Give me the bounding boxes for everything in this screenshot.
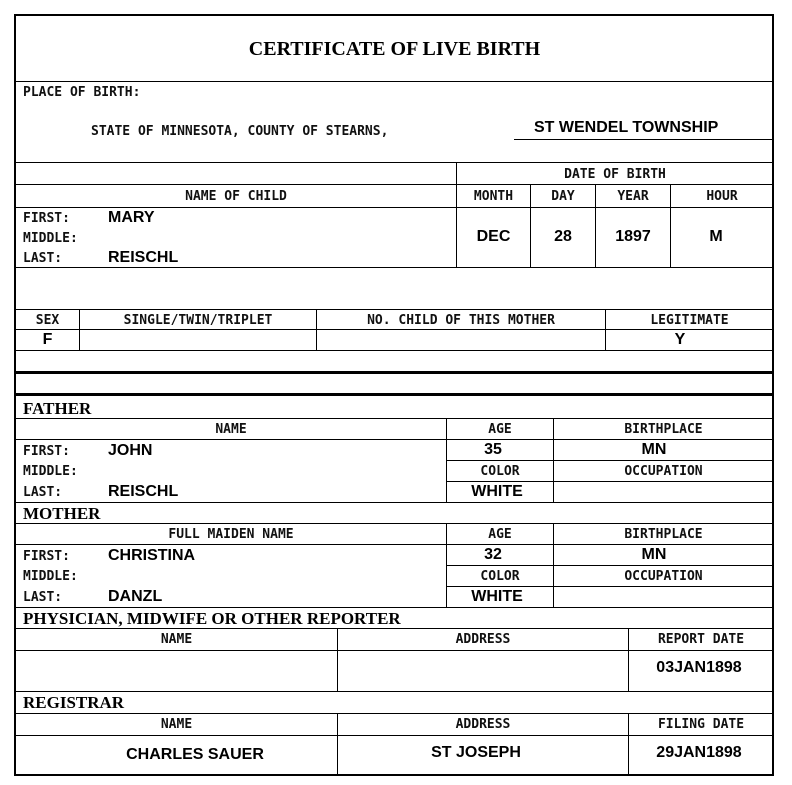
rule (16, 81, 773, 82)
father-age-value: 35 (484, 441, 502, 458)
rule (16, 207, 773, 208)
mother-first-value: CHRISTINA (108, 547, 196, 564)
rule (16, 544, 773, 545)
mother-age-value: 32 (484, 546, 502, 563)
mother-last-value: DANZL (108, 588, 163, 605)
registrar-section-title: REGISTRAR (23, 693, 125, 712)
rule (16, 162, 773, 163)
rule (446, 565, 773, 566)
child-last-value: REISCHL (108, 249, 179, 266)
birth-year-value: 1897 (615, 228, 651, 245)
rule (16, 350, 773, 351)
rule (16, 267, 773, 268)
registrar-address-label: ADDRESS (455, 717, 511, 732)
rule (16, 650, 773, 651)
rule (16, 502, 773, 503)
mother-last-label: LAST: (23, 590, 63, 605)
child-first-label: FIRST: (23, 211, 70, 226)
registrar-address-value: ST JOSEPH (431, 744, 521, 761)
rule (16, 523, 773, 524)
father-age-label: AGE (488, 422, 512, 437)
registrar-name-value: CHARLES SAUER (126, 746, 264, 763)
report-date-label: REPORT DATE (657, 632, 745, 647)
father-first-value: JOHN (108, 442, 153, 459)
rule (16, 735, 773, 736)
birth-day-value: 28 (554, 228, 572, 245)
year-label: YEAR (617, 189, 649, 204)
registrar-name-label: NAME (160, 717, 193, 732)
certificate-title: CERTIFICATE OF LIVE BIRTH (248, 38, 541, 60)
father-birthplace-value: MN (641, 441, 667, 458)
mother-name-header: FULL MAIDEN NAME (168, 527, 294, 542)
legitimate-label: LEGITIMATE (650, 313, 729, 328)
plurality-label: SINGLE/TWIN/TRIPLET (123, 313, 273, 328)
birth-month-value: DEC (476, 228, 511, 245)
rule (446, 481, 773, 482)
legitimate-value: Y (674, 331, 686, 348)
hour-label: HOUR (706, 189, 738, 204)
father-color-label: COLOR (480, 464, 520, 479)
mother-section-title: MOTHER (23, 504, 101, 523)
heavy-rule (16, 371, 773, 374)
father-first-label: FIRST: (23, 444, 70, 459)
name-of-child-header: NAME OF CHILD (185, 189, 287, 204)
father-color-value: WHITE (471, 483, 523, 500)
father-middle-label: MIDDLE: (23, 464, 78, 479)
rule (446, 586, 773, 587)
father-occupation-label: OCCUPATION (624, 464, 703, 479)
mother-first-label: FIRST: (23, 549, 70, 564)
father-section-title: FATHER (23, 399, 92, 418)
rule (16, 628, 773, 629)
rule (16, 607, 773, 608)
rule (446, 460, 773, 461)
mother-middle-label: MIDDLE: (23, 569, 78, 584)
father-name-header: NAME (215, 422, 247, 437)
mother-color-label: COLOR (480, 569, 520, 584)
mother-birthplace-label: BIRTHPLACE (624, 527, 703, 542)
rule (16, 418, 773, 419)
mother-birthplace-value: MN (641, 546, 667, 563)
township-value: ST WENDEL TOWNSHIP (534, 119, 719, 136)
child-last-label: LAST: (23, 251, 63, 266)
rule (16, 309, 773, 310)
father-birthplace-label: BIRTHPLACE (624, 422, 703, 437)
heavy-rule (16, 393, 773, 396)
physician-name-label: NAME (160, 632, 193, 647)
mother-age-label: AGE (488, 527, 512, 542)
state-county-text: STATE OF MINNESOTA, COUNTY OF STEARNS, (91, 124, 389, 139)
month-label: MONTH (473, 189, 514, 204)
rule (16, 713, 773, 714)
date-of-birth-header: DATE OF BIRTH (564, 167, 666, 182)
place-of-birth-label: PLACE OF BIRTH: (23, 85, 141, 100)
rule (16, 329, 773, 330)
father-last-label: LAST: (23, 485, 63, 500)
rule (16, 691, 773, 692)
mother-color-value: WHITE (471, 588, 523, 605)
rule (16, 184, 773, 185)
report-date-value: 03JAN1898 (656, 659, 742, 676)
child-first-value: MARY (108, 209, 155, 226)
sex-label: SEX (35, 313, 60, 328)
child-middle-label: MIDDLE: (23, 231, 78, 246)
sex-value: F (42, 331, 53, 348)
filing-date-label: FILING DATE (657, 717, 745, 732)
filing-date-value: 29JAN1898 (656, 744, 742, 761)
birth-hour-value: M (709, 228, 723, 245)
mother-occupation-label: OCCUPATION (624, 569, 703, 584)
day-label: DAY (551, 189, 575, 204)
township-underline (514, 139, 772, 140)
rule (16, 439, 773, 440)
father-last-value: REISCHL (108, 483, 179, 500)
physician-section-title: PHYSICIAN, MIDWIFE OR OTHER REPORTER (23, 609, 401, 628)
physician-address-label: ADDRESS (455, 632, 511, 647)
child-number-label: NO. CHILD OF THIS MOTHER (367, 313, 555, 328)
